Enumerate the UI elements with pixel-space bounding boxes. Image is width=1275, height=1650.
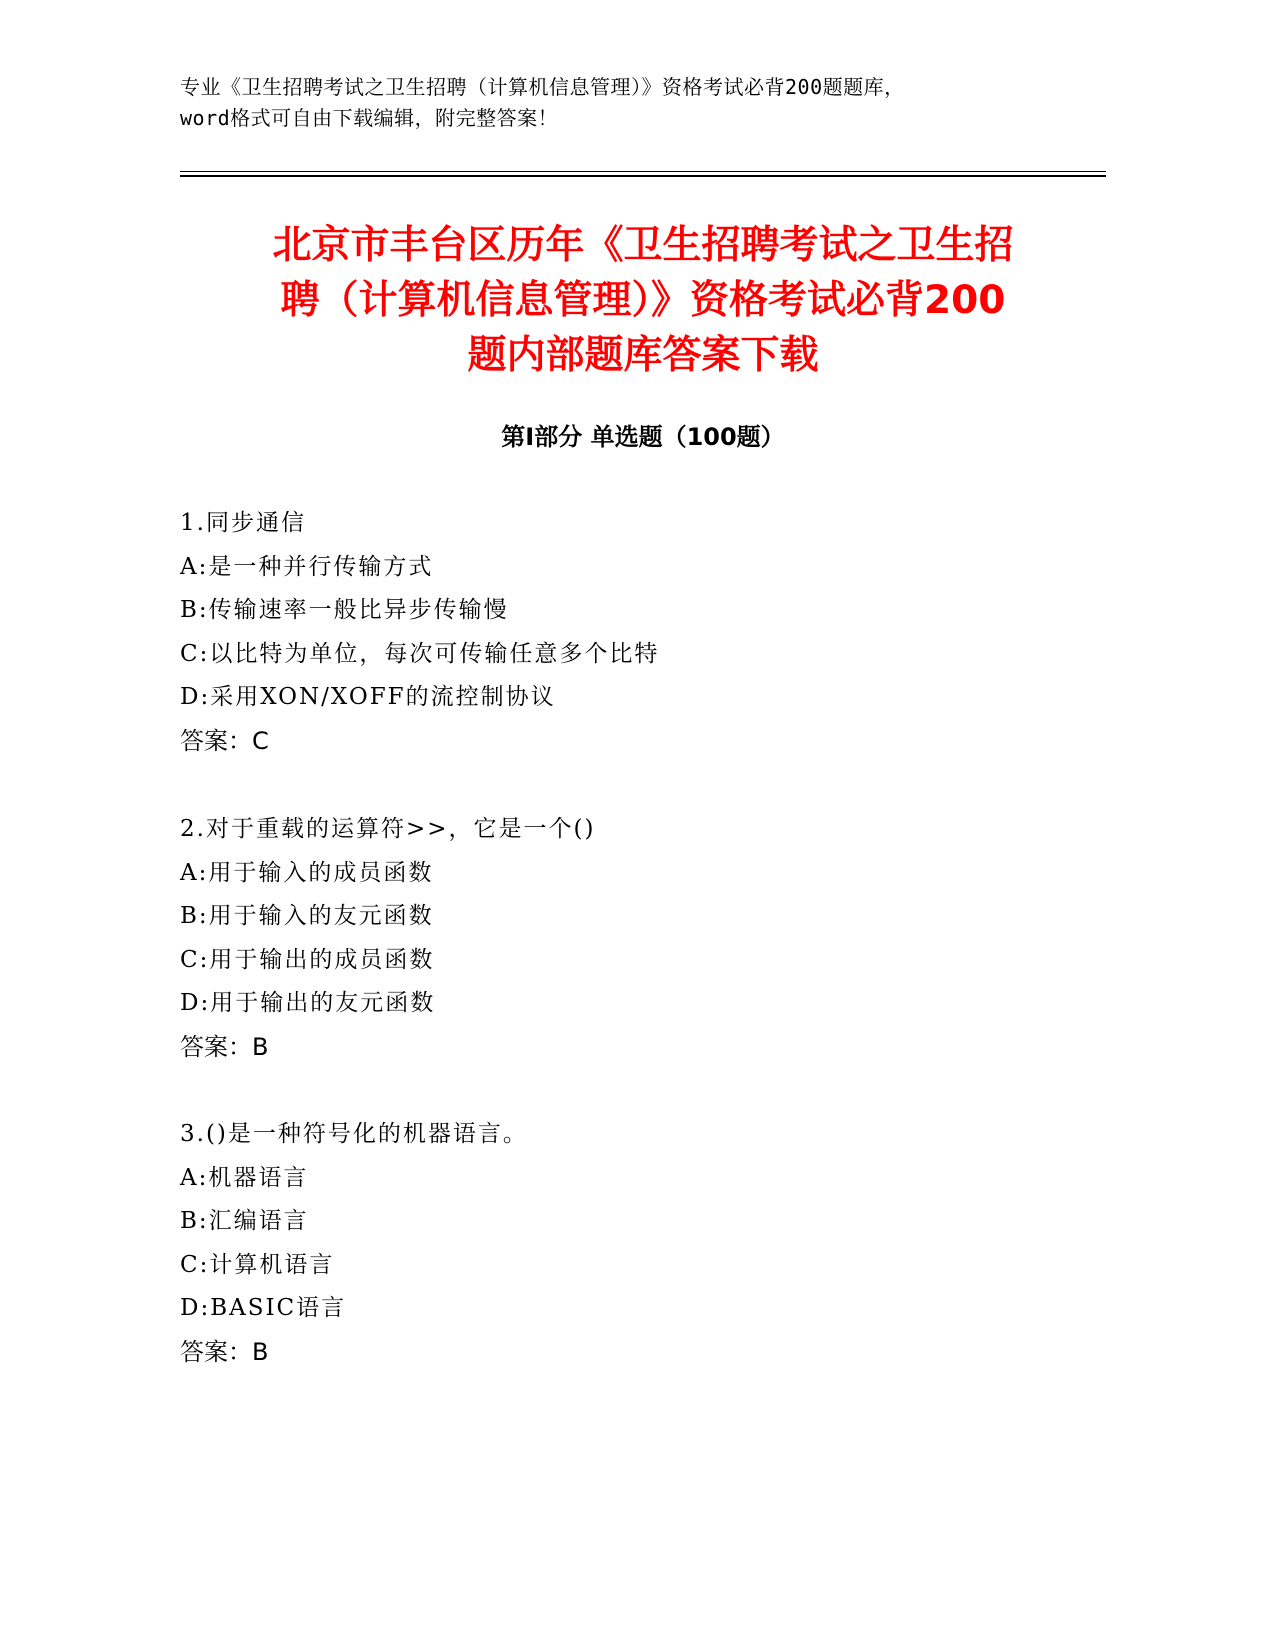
option-b: B:汇编语言 xyxy=(180,1208,309,1234)
document-title xyxy=(180,218,1106,383)
answer-key: 答案：B xyxy=(180,1337,269,1366)
option-a: A:用于输入的成员函数 xyxy=(180,859,434,886)
answer-key: 答案：C xyxy=(180,726,269,755)
option-a: A:机器语言 xyxy=(180,1164,309,1191)
header-divider-thin xyxy=(180,171,1106,172)
header-note-line-2: word格式可自由下载编辑，附完整答案！ xyxy=(180,106,559,130)
question-3 xyxy=(180,1113,1100,1374)
option-c: C:以比特为单位，每次可传输任意多个比特 xyxy=(180,640,660,667)
header-divider-thick xyxy=(180,175,1106,177)
section-heading: 第Ⅰ部分 单选题（100题） xyxy=(501,423,785,451)
question-stem: 2.对于重载的运算符>>，它是一个() xyxy=(180,816,596,842)
option-d: D:采用XON/XOFF的流控制协议 xyxy=(180,684,556,710)
option-a: A:是一种并行传输方式 xyxy=(180,553,434,580)
document-title-line-1: 北京市丰台区历年《卫生招聘考试之卫生招 xyxy=(272,223,1014,268)
option-b: B:用于输入的友元函数 xyxy=(180,903,434,929)
question-2 xyxy=(180,808,1100,1069)
option-c: C:用于输出的成员函数 xyxy=(180,946,435,973)
question-1 xyxy=(180,502,1100,763)
question-stem: 1.同步通信 xyxy=(180,510,306,536)
document-title-line-3: 题内部题库答案下载 xyxy=(467,333,819,378)
option-c: C:计算机语言 xyxy=(180,1251,335,1278)
header-note-line-1: 专业《卫生招聘考试之卫生招聘（计算机信息管理）》资格考试必背200题题库， xyxy=(180,75,905,99)
answer-key: 答案：B xyxy=(180,1032,269,1061)
header-note xyxy=(180,72,1100,134)
option-d: D:用于输出的友元函数 xyxy=(180,990,436,1016)
option-d: D:BASIC语言 xyxy=(180,1295,347,1321)
question-stem: 3.()是一种符号化的机器语言。 xyxy=(180,1121,528,1147)
document-title-line-2: 聘（计算机信息管理）》资格考试必背200 xyxy=(280,278,1006,323)
option-b: B:传输速率一般比异步传输慢 xyxy=(180,597,509,623)
